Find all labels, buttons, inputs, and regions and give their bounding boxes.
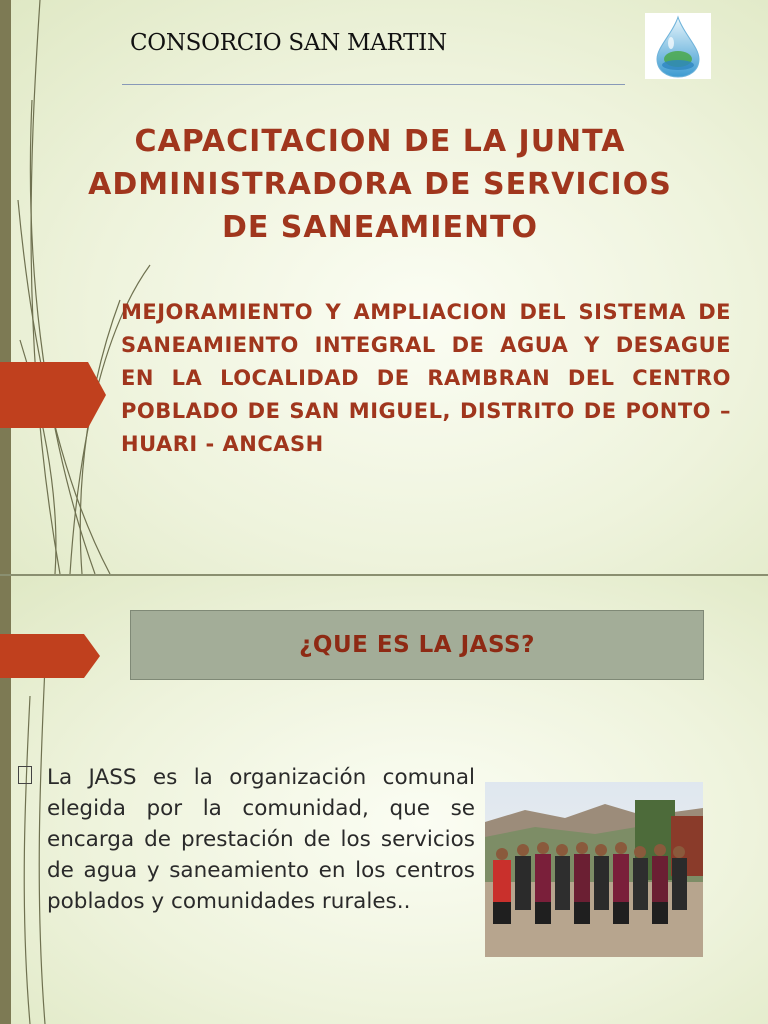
square-bullet-icon: [18, 766, 32, 784]
decorative-stems: [0, 0, 160, 574]
company-name: CONSORCIO SAN MARTIN: [130, 30, 447, 56]
jass-definition: La JASS es la organización comunal elegida por la comunidad, que se encarga de prestación de los servicios de agua y saneamiento en los centros poblados y comunidades rurales..: [47, 765, 475, 914]
slide-jass: [0, 576, 768, 1024]
water-drop-icon: [645, 13, 711, 79]
slide-title-text: CAPACITACION DE LA JUNTA ADMINISTRADORA DE SERVICIOS DE SANEAMIENTO: [88, 124, 672, 245]
community-photo: [485, 782, 703, 957]
header-rule: [122, 84, 625, 85]
project-description: MEJORAMIENTO Y AMPLIACION DEL SISTEMA DE SANEAMIENTO INTEGRAL DE AGUA Y DESAGUE EN LA LOCALIDAD DE RAMBRAN DEL CENTRO POBLADO DE SAN MIGUEL, DISTRITO DE PONTO – HUARI - ANCASH: [121, 300, 731, 456]
jass-heading: ¿QUE ES LA JASS?: [299, 632, 535, 658]
red-arrow-tab: [0, 634, 102, 678]
jass-heading-box: [130, 610, 704, 680]
red-arrow-tab: [0, 362, 108, 428]
